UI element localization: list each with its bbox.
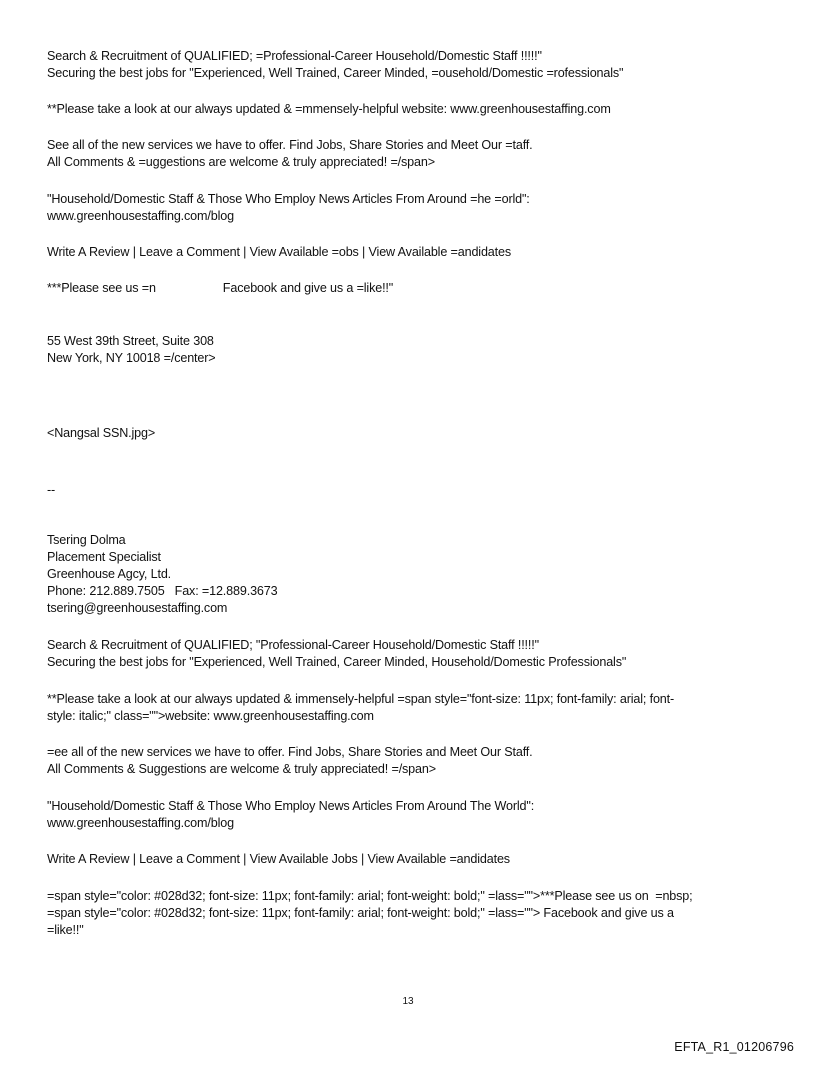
text-line: =span style="color: #028d32; font-size: 11px; font-family: arial; font-weight: bold;" =lass=""> Facebook and give us a — [47, 906, 674, 920]
signature-company: Greenhouse Agcy, Ltd. — [47, 567, 172, 581]
text-line: Write A Review | Leave a Comment | View Available =obs | View Available =andidates — [47, 245, 511, 259]
text-line: www.greenhousestaffing.com/blog — [47, 816, 234, 830]
text-line: www.greenhousestaffing.com/blog — [47, 209, 234, 223]
text-line: All Comments & Suggestions are welcome & truly appreciated! =/span> — [47, 762, 436, 776]
address-line: New York, NY 10018 =/center> — [47, 351, 216, 365]
text-line: "Household/Domestic Staff & Those Who Employ News Articles From Around The World": — [47, 799, 535, 813]
signature-phone: Phone: 212.889.7505 Fax: =12.889.3673 — [47, 584, 278, 598]
attachment-placeholder: <Nangsal SSN.jpg> — [47, 426, 156, 440]
text-line: Search & Recruitment of QUALIFIED; =Professional-Career Household/Domestic Staff !!!!!" — [47, 49, 542, 63]
page-number: 13 — [402, 996, 414, 1007]
text-line: Securing the best jobs for "Experienced, Well Trained, Career Minded, =ousehold/Domestic =rofessionals" — [47, 66, 624, 80]
document-id: EFTA_R1_01206796 — [674, 1040, 794, 1054]
text-line: =like!!" — [47, 923, 84, 937]
text-line: See all of the new services we have to offer. Find Jobs, Share Stories and Meet Our =taff. — [47, 138, 533, 152]
text-line: Write A Review | Leave a Comment | View Available Jobs | View Available =andidates — [47, 852, 510, 866]
signature-title: Placement Specialist — [47, 550, 161, 564]
text-line: All Comments & =uggestions are welcome & truly appreciated! =/span> — [47, 155, 435, 169]
text-line: =span style="color: #028d32; font-size: 11px; font-family: arial; font-weight: bold;" =lass="">***Please see us on =nbsp; — [47, 889, 693, 903]
text-line: =ee all of the new services we have to offer. Find Jobs, Share Stories and Meet Our Staff. — [47, 745, 533, 759]
address-line: 55 West 39th Street, Suite 308 — [47, 334, 214, 348]
text-line: "Household/Domestic Staff & Those Who Employ News Articles From Around =he =orld": — [47, 192, 530, 206]
text-line: ***Please see us =n Facebook and give us a =like!!" — [47, 281, 394, 295]
text-line: **Please take a look at our always updated & =mmensely-helpful website: www.greenhousestaffing.com — [47, 102, 611, 116]
signature-separator: -- — [47, 483, 56, 497]
signature-email: tsering@greenhousestaffing.com — [47, 601, 228, 615]
signature-name: Tsering Dolma — [47, 533, 126, 547]
text-line: Search & Recruitment of QUALIFIED; "Professional-Career Household/Domestic Staff !!!!!" — [47, 638, 539, 652]
text-line: **Please take a look at our always updated & immensely-helpful =span style="font-size: 11px; font-family: arial; font- — [47, 692, 675, 706]
text-line: style: italic;" class="">website: www.greenhousestaffing.com — [47, 709, 374, 723]
text-line: Securing the best jobs for "Experienced, Well Trained, Career Minded, Household/Domestic Professionals" — [47, 655, 627, 669]
